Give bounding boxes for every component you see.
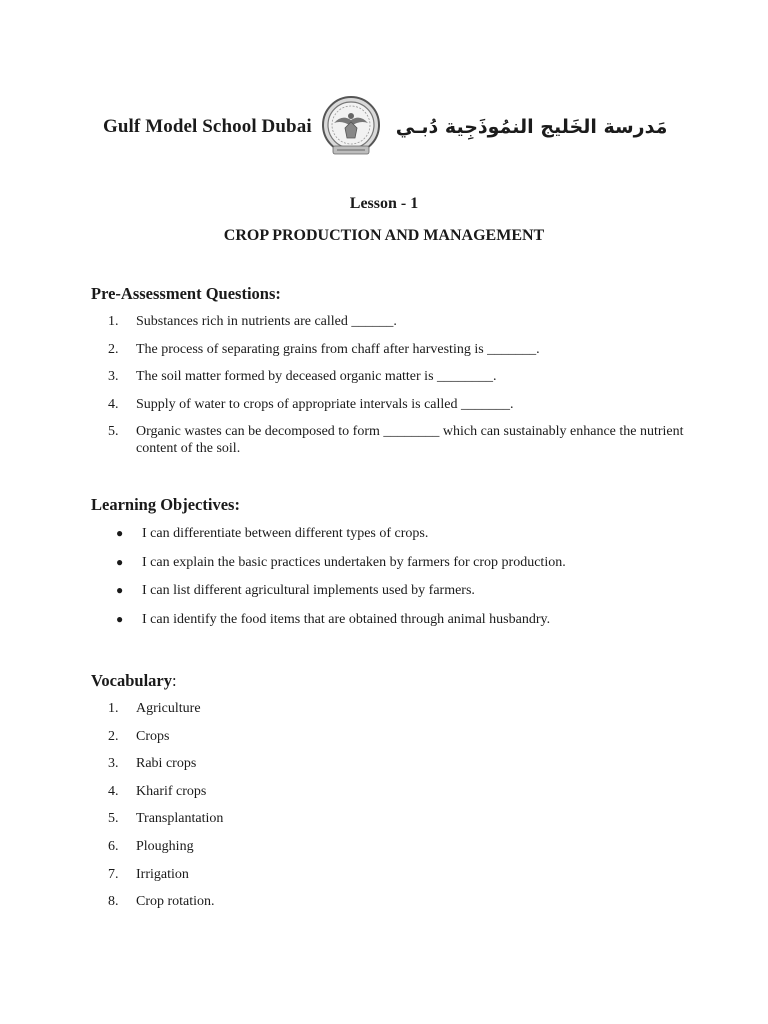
vocabulary-term: Irrigation [136,866,189,882]
list-item [108,423,688,457]
school-crest-logo [318,94,384,160]
list-item [108,313,688,341]
school-name-english: Gulf Model School Dubai [103,116,312,137]
vocabulary-heading-colon: : [172,671,177,690]
list-item [108,783,688,811]
vocabulary-term: Crops [136,728,170,744]
item-number: 4. [108,396,119,412]
pre-assessment-list [108,313,688,457]
list-item [108,396,688,424]
school-header [103,94,668,160]
vocabulary-list [108,700,688,921]
vocabulary-term: Ploughing [136,838,194,854]
vocabulary-term: Kharif crops [136,783,207,799]
item-number: 6. [108,838,119,854]
vocabulary-term: Crop rotation. [136,894,215,910]
bullet-dot-icon: ● [116,526,124,540]
item-number: 3. [108,756,119,772]
item-text: Substances rich in nutrients are called ______. [136,314,397,329]
list-item [108,810,688,838]
item-number: 3. [108,369,119,384]
vocabulary-term: Transplantation [136,811,224,827]
pre-assessment-heading: Pre-Assessment Questions: [91,284,281,303]
list-item [116,582,676,611]
item-text: Organic wastes can be decomposed to form ________ which can sustainably enhance the nutrient content of the soil. [136,424,684,456]
list-item [108,700,688,728]
list-item [108,866,688,894]
item-number: 2. [108,728,119,744]
list-item [108,838,688,866]
item-number: 1. [108,314,119,329]
vocabulary-term: Rabi crops [136,756,197,772]
item-text: The soil matter formed by deceased organic matter is ________. [136,369,497,384]
list-item [116,525,676,554]
objective-text: I can differentiate between different types of crops. [142,526,429,541]
list-item [116,611,676,640]
objective-text: I can explain the basic practices undertaken by farmers for crop production. [142,554,566,570]
item-number: 8. [108,894,119,910]
learning-objectives-heading: Learning Objectives: [91,495,240,514]
list-item [108,755,688,783]
learning-objectives-list [116,525,676,639]
list-item [116,554,676,583]
vocabulary-heading [91,671,177,691]
list-item [108,893,688,921]
list-item [108,341,688,369]
school-name-arabic: مَدرسة الخَليج النمُوذَجِية دُبـي [395,116,668,138]
lesson-title: CROP PRODUCTION AND MANAGEMENT [223,227,545,244]
item-text: The process of separating grains from chaff after harvesting is _______. [136,341,540,357]
bullet-dot-icon: ● [116,583,124,597]
item-number: 7. [108,866,119,882]
item-number: 5. [108,811,119,827]
objective-text: I can list different agricultural implements used by farmers. [142,583,475,598]
bullet-dot-icon: ● [116,554,124,569]
item-number: 2. [108,341,119,357]
objective-text: I can identify the food items that are obtained through animal husbandry. [142,611,551,627]
item-text: Supply of water to crops of appropriate intervals is called _______. [136,396,514,412]
bullet-dot-icon: ● [116,611,124,626]
item-number: 1. [108,701,119,716]
lesson-number: Lesson - 1 [349,195,419,212]
list-item [108,368,688,396]
vocabulary-heading-text: Vocabulary [91,671,172,690]
item-number: 4. [108,783,119,799]
vocabulary-term: Agriculture [136,701,201,716]
list-item [108,728,688,756]
item-number: 5. [108,424,119,439]
